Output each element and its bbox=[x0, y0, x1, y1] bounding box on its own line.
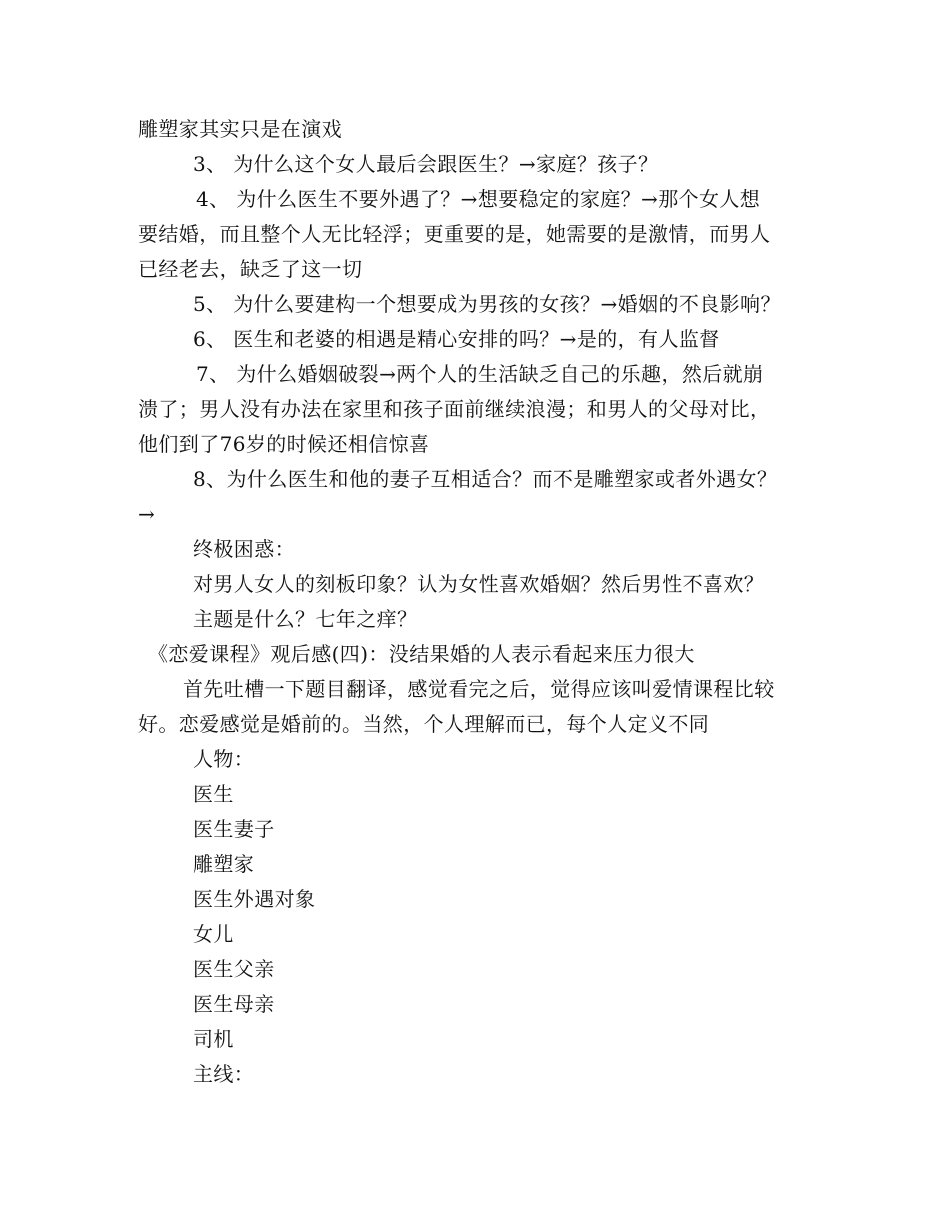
text-line: 主题是什么？七年之痒？ bbox=[193, 607, 418, 631]
text-line: 要结婚，而且整个人无比轻浮；更重要的是，她需要的是激情，而男人 bbox=[138, 222, 771, 246]
text-line: 6、 医生和老婆的相遇是精心安排的吗？→是的，有人监督 bbox=[193, 327, 720, 351]
section-heading: 人物： bbox=[193, 747, 255, 771]
list-item: 医生妻子 bbox=[193, 817, 275, 841]
text-line: 5、 为什么要建构一个想要成为男孩的女孩？→婚姻的不良影响？ bbox=[193, 292, 781, 316]
section-heading: 终极困惑： bbox=[193, 537, 295, 561]
text-line: 好。恋爱感觉是婚前的。当然，个人理解而已，每个人定义不同 bbox=[138, 712, 710, 736]
list-item: 雕塑家 bbox=[193, 852, 255, 876]
text-line: → bbox=[138, 502, 156, 526]
text-line: 雕塑家其实只是在演戏 bbox=[138, 117, 342, 141]
text-line: 他们到了76岁的时候还相信惊喜 bbox=[138, 432, 430, 456]
text-line: 8、为什么医生和他的妻子互相适合？而不是雕塑家或者外遇女？ bbox=[193, 467, 778, 491]
text-line: 已经老去，缺乏了这一切 bbox=[138, 257, 363, 281]
article-title: 《恋爱课程》观后感(四)：没结果婚的人表示看起来压力很大 bbox=[148, 642, 695, 666]
text-line: 首先吐槽一下题目翻译，感觉看完之后，觉得应该叫爱情课程比较 bbox=[183, 677, 775, 701]
list-item: 医生母亲 bbox=[193, 992, 275, 1016]
text-line: 3、 为什么这个女人最后会跟医生？→家庭？孩子？ bbox=[193, 152, 659, 176]
document-body bbox=[138, 112, 814, 1092]
list-item: 女儿 bbox=[193, 922, 234, 946]
list-item: 医生外遇对象 bbox=[193, 887, 316, 911]
text-line: 对男人女人的刻板印象？认为女性喜欢婚姻？然后男性不喜欢？ bbox=[193, 572, 765, 596]
section-heading: 主线： bbox=[193, 1062, 255, 1086]
list-item: 医生父亲 bbox=[193, 957, 275, 981]
text-line: 4、 为什么医生不要外遇了？→想要稳定的家庭？→那个女人想 bbox=[196, 187, 761, 211]
list-item: 司机 bbox=[193, 1027, 234, 1051]
text-line: 7、 为什么婚姻破裂→两个人的生活缺乏自己的乐趣，然后就崩 bbox=[196, 362, 764, 386]
list-item: 医生 bbox=[193, 782, 234, 806]
text-line: 溃了；男人没有办法在家里和孩子面前继续浪漫；和男人的父母对比， bbox=[138, 397, 771, 421]
